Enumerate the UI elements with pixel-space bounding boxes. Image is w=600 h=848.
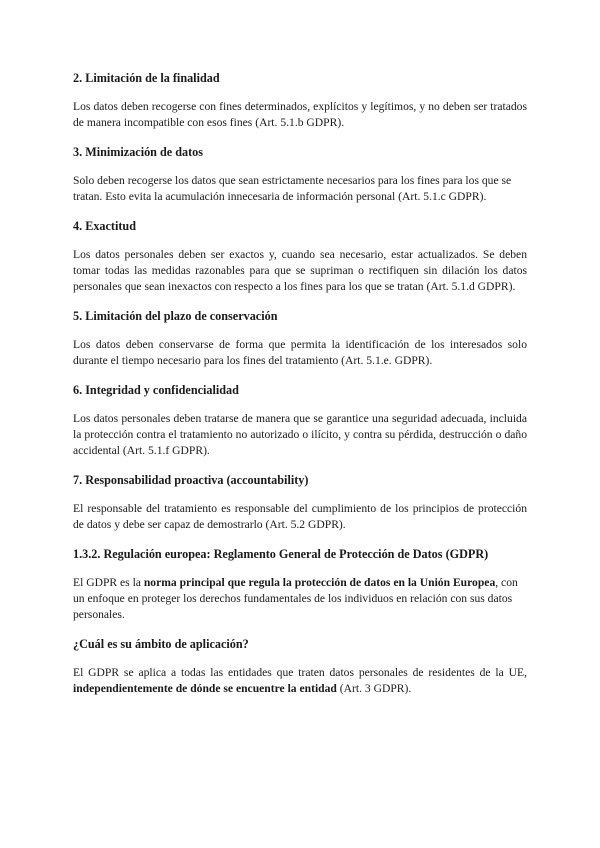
section-heading: ¿Cuál es su ámbito de aplicación?: [73, 637, 249, 651]
document-page: [73, 70, 527, 710]
section-heading: 1.3.2. Regulación europea: Reglamento General de Protección de Datos (GDPR): [73, 547, 489, 561]
paragraph-text: (Art. 3 GDPR).: [336, 682, 412, 695]
section-heading: 6. Integridad y confidencialidad: [73, 383, 239, 397]
section-paragraph: [73, 665, 527, 697]
section-integridad-confidencialidad: [73, 382, 527, 459]
section-heading: 4. Exactitud: [73, 219, 136, 233]
section-paragraph: Los datos personales deben tratarse de manera que se garantice una seguridad adecuada, incluida la protección contra el tratamiento no autorizado o ilícito, y contra su pérdida, destrucción o daño accidental (Art. 5.1.f GDPR).: [73, 412, 527, 457]
section-paragraph: Solo deben recogerse los datos que sean estrictamente necesarios para los fines para los que se tratan. Esto evita la acumulación innecesaria de información personal (Art. 5.1.c GDPR).: [73, 174, 512, 203]
section-ambito-aplicacion: [73, 636, 527, 697]
section-heading: 5. Limitación del plazo de conservación: [73, 309, 278, 323]
section-minimizacion-datos: [73, 144, 527, 205]
section-plazo-conservacion: [73, 308, 527, 369]
section-exactitud: [73, 218, 527, 295]
paragraph-text: El GDPR es la: [73, 576, 144, 589]
section-paragraph: El responsable del tratamiento es responsable del cumplimiento de los principios de protección de datos y debe ser capaz de demostrarlo (Art. 5.2 GDPR).: [73, 502, 527, 531]
section-heading: 3. Minimización de datos: [73, 145, 203, 159]
paragraph-bold-text: independientemente de dónde se encuentre la entidad: [73, 682, 337, 695]
section-heading: 7. Responsabilidad proactiva (accountability): [73, 473, 309, 487]
section-heading: 2. Limitación de la finalidad: [73, 71, 220, 85]
paragraph-text: El GDPR se aplica a todas las entidades que traten datos personales de residentes de la UE,: [73, 666, 527, 679]
section-responsabilidad-proactiva: [73, 472, 527, 533]
section-paragraph: Los datos personales deben ser exactos y, cuando sea necesario, estar actualizados. Se deben tomar todas las medidas razonables para que se supriman o rectifiquen sin dilación los datos personales que sean inexactos con respecto a los fines para los que se tratan (Art. 5.1.d GDPR).: [73, 248, 527, 293]
paragraph-bold-text: norma principal que regula la protección de datos en la Unión Europea: [143, 576, 496, 589]
paragraph-text: , con un enfoque en proteger los derechos fundamentales de los individuos en relación con sus datos personales.: [73, 576, 518, 621]
section-gdpr-regulacion: [73, 546, 527, 623]
section-paragraph: Los datos deben conservarse de forma que permita la identificación de los interesados solo durante el tiempo necesario para los fines del tratamiento (Art. 5.1.e. GDPR).: [73, 338, 527, 367]
section-paragraph: [73, 575, 527, 623]
section-paragraph: Los datos deben recogerse con fines determinados, explícitos y legítimos, y no deben ser tratados de manera incompatible con esos fines (Art. 5.1.b GDPR).: [73, 100, 527, 129]
section-limitacion-finalidad: [73, 70, 527, 131]
